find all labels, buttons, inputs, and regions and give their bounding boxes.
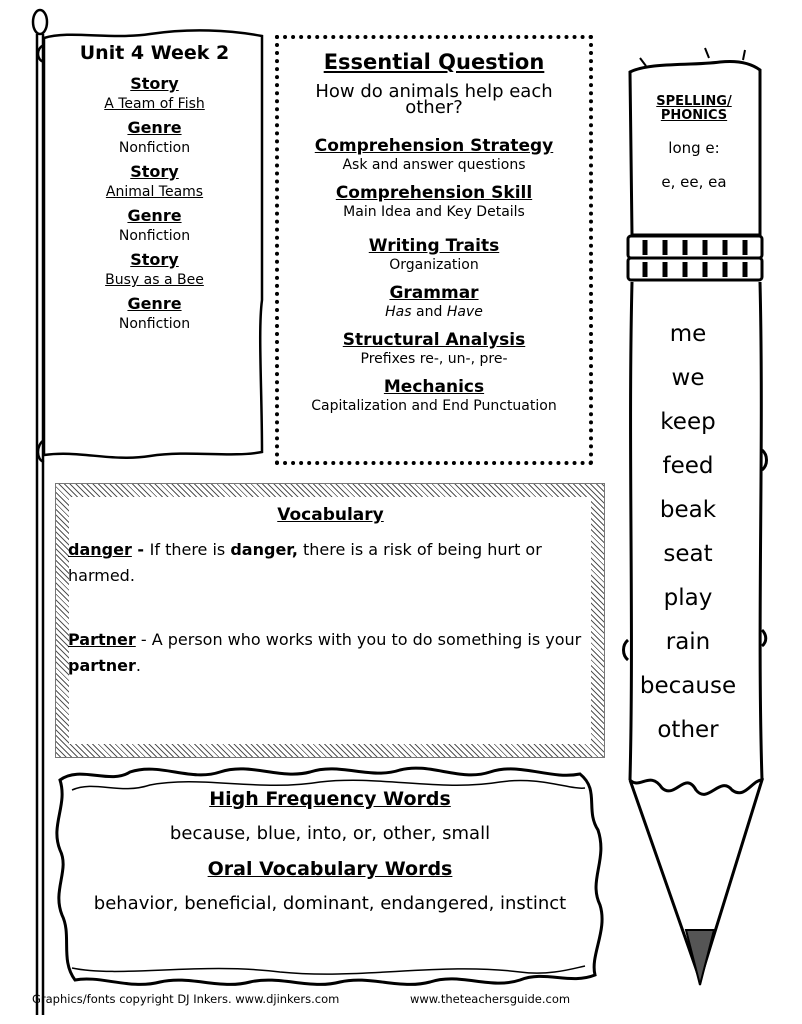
vocab-sep-1: -	[131, 540, 150, 559]
grammar-heading: Grammar	[389, 283, 479, 303]
vocab-word-danger: danger	[68, 540, 132, 559]
vocabulary-definition-danger	[68, 537, 593, 589]
spelling-word: we	[671, 365, 705, 391]
mechanics-heading: Mechanics	[383, 377, 485, 397]
spelling-title-line-2: PHONICS	[660, 108, 728, 123]
essential-question-panel	[282, 50, 586, 414]
vocab-word-partner: Partner	[68, 630, 136, 649]
vocabulary-panel	[68, 505, 593, 679]
spelling-word: me	[669, 321, 707, 347]
story-title-1: A Team of Fish	[104, 96, 205, 112]
story-label-1: Story	[130, 74, 179, 93]
grammar-have: Have	[446, 304, 483, 320]
spelling-word: keep	[660, 409, 716, 435]
writing-traits-heading: Writing Traits	[368, 236, 500, 256]
vocab-sep-2: -	[135, 630, 152, 649]
structural-analysis-value: Prefixes re-, un-, pre-	[360, 351, 508, 367]
comprehension-strategy-value: Ask and answer questions	[342, 157, 526, 173]
story-title-2: Animal Teams	[105, 184, 204, 200]
story-title-3: Busy as a Bee	[105, 272, 204, 288]
spelling-word: other	[657, 717, 719, 743]
vocabulary-title: Vocabulary	[277, 505, 384, 525]
spelling-letters: e, ee, ea	[661, 173, 727, 191]
spelling-word: rain	[665, 629, 711, 655]
mechanics-value: Capitalization and End Punctuation	[311, 398, 557, 414]
writing-traits-value: Organization	[389, 257, 479, 273]
essential-question-text	[282, 81, 586, 118]
spelling-pattern: long e:	[668, 139, 720, 157]
high-frequency-heading: High Frequency Words	[209, 788, 451, 810]
genre-label-2: Genre	[127, 206, 182, 225]
spelling-word-list	[628, 318, 748, 758]
grammar-value	[282, 304, 586, 320]
comprehension-strategy-heading: Comprehension Strategy	[314, 136, 554, 156]
spelling-title	[630, 95, 758, 123]
spelling-word: seat	[663, 541, 713, 567]
unit-info-panel	[62, 42, 247, 332]
vocab-def1-bold: danger,	[230, 540, 298, 559]
essential-question-heading: Essential Question	[323, 50, 545, 74]
word-lists-panel	[80, 788, 580, 928]
vocab-def2-text2: .	[135, 656, 142, 675]
vocabulary-definition-partner	[68, 627, 593, 679]
story-label-2: Story	[130, 162, 179, 181]
comprehension-skill-heading: Comprehension Skill	[335, 183, 533, 203]
vocab-def2-text1: A person who works with you to do something is your	[151, 630, 582, 649]
story-label-3: Story	[130, 250, 179, 269]
unit-title: Unit 4 Week 2	[79, 42, 230, 64]
vocab-def1-text2: there is a risk of being hurt or harmed.	[68, 540, 542, 585]
vocab-def1-text1: If there is	[149, 540, 231, 559]
oral-vocabulary-words: behavior, beneficial, dominant, endangered, instinct	[93, 893, 567, 914]
pencil-lead	[686, 930, 714, 985]
structural-analysis-heading: Structural Analysis	[342, 330, 526, 350]
spelling-word: play	[663, 585, 713, 611]
footer-copyright: Graphics/fonts copyright DJ Inkers. www.djinkers.com	[32, 992, 340, 1006]
spelling-phonics-panel	[630, 95, 758, 191]
genre-value-2: Nonfiction	[118, 228, 191, 244]
spelling-title-line-1: SPELLING/	[656, 94, 732, 109]
essential-question-line-2: other?	[405, 97, 463, 118]
spelling-word: because	[639, 673, 737, 699]
genre-value-1: Nonfiction	[118, 140, 191, 156]
grammar-and: and	[411, 304, 447, 320]
comprehension-skill-value: Main Idea and Key Details	[343, 204, 525, 220]
high-frequency-words: because, blue, into, or, other, small	[169, 823, 491, 844]
oral-vocabulary-heading: Oral Vocabulary Words	[207, 858, 453, 880]
spelling-word: beak	[659, 497, 717, 523]
genre-value-3: Nonfiction	[118, 316, 191, 332]
genre-label-3: Genre	[127, 294, 182, 313]
vocab-def2-bold: partner	[68, 656, 136, 675]
spelling-word: feed	[662, 453, 714, 479]
genre-label-1: Genre	[127, 118, 182, 137]
grammar-has: Has	[385, 304, 412, 320]
footer-website: www.theteachersguide.com	[410, 992, 571, 1006]
essential-question-line-1: How do animals help each	[315, 81, 553, 102]
